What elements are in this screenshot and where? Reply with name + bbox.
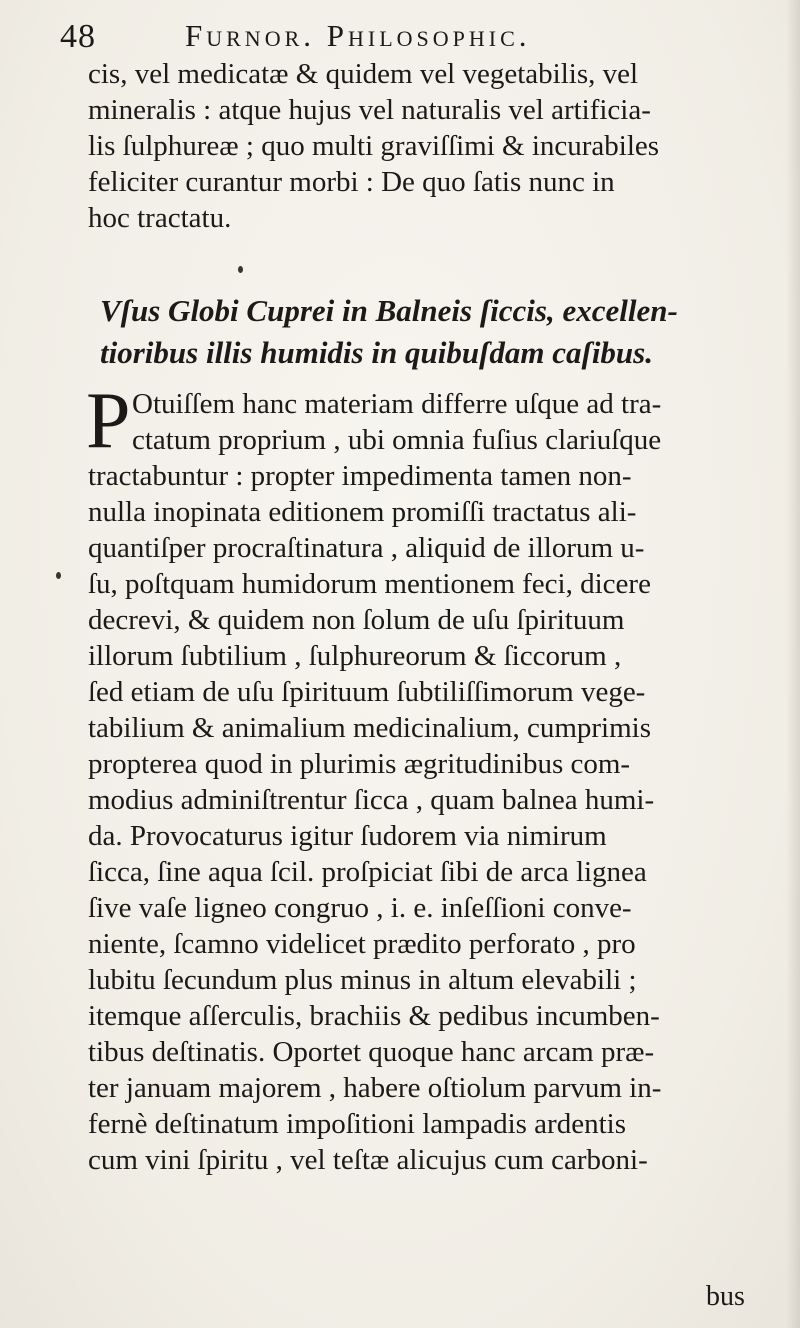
text-line: cis, vel medicatæ & quidem vel vegetabilis, vel (88, 58, 639, 90)
text-line: lis ſulphureæ ; quo multi graviſſimi & incurabiles (88, 130, 660, 162)
text-line: propterea quod in plurimis ægritudinibus com- (88, 748, 631, 780)
text-line: ter januam majorem , habere oſtiolum parvum in- (88, 1072, 662, 1104)
text-line: Otuiſſem hanc materiam differre uſque ad tra- (132, 388, 662, 420)
heading-line: tioribus illis humidis in quibuſdam caſibus. (100, 335, 653, 370)
heading-line: Vſus Globi Cuprei in Balneis ſiccis, excellen- (100, 293, 678, 328)
body-paragraph (88, 386, 778, 1178)
text-line: tibus deſtinatis. Oportet quoque hanc arcam præ- (88, 1036, 655, 1068)
text-line: quantiſper procraſtinatura , aliquid de illorum u- (88, 532, 645, 564)
text-line: ſed etiam de uſu ſpirituum ſubtiliſſimorum vege- (88, 676, 646, 708)
running-title: Furnor. Philosophic. (185, 18, 531, 53)
text-line: da. Provocaturus igitur ſudorem via nimirum (88, 820, 607, 852)
text-line: decrevi, & quidem non ſolum de uſu ſpirituum (88, 604, 625, 636)
text-line: ſive vaſe ligneo congruo , i. e. inſeſſioni conve- (88, 892, 632, 924)
text-line: mineralis : atque hujus vel naturalis vel artificia- (88, 94, 651, 126)
text-line: lubitu ſecundum plus minus in altum elevabili ; (88, 964, 637, 996)
text-line: itemque aſſerculis, brachiis & pedibus incumben- (88, 1000, 660, 1032)
text-line: feliciter curantur morbi : De quo ſatis nunc in (88, 166, 615, 198)
catchword: bus (706, 1281, 745, 1312)
text-line: niente, ſcamno videlicet prædito perforato , pro (88, 928, 636, 960)
text-line: nulla inopinata editionem promiſſi tractatus ali- (88, 496, 637, 528)
text-line: ctatum proprium , ubi omnia fuſius clariuſque (132, 424, 662, 456)
text-line: modius adminiſtrentur ſicca , quam balnea humi- (88, 784, 655, 816)
running-head (60, 18, 760, 58)
text-line: fernè deſtinatum impoſitioni lampadis ardentis (88, 1108, 626, 1140)
text-line: illorum ſubtilium , ſulphureorum & ſiccorum , (88, 640, 622, 672)
text-line: hoc tractatu. (88, 202, 232, 234)
text-line: ſicca, ſine aqua ſcil. proſpiciat ſibi de arca lignea (88, 856, 647, 888)
section-heading (100, 290, 780, 374)
intro-paragraph (88, 56, 778, 236)
drop-initial: P (86, 377, 131, 465)
text-line: cum vini ſpiritu , vel teſtæ alicujus cum carboni- (88, 1144, 648, 1176)
ink-speck (56, 572, 61, 579)
page-number: 48 (60, 18, 96, 55)
text-line: tabilium & animalium medicinalium, cumprimis (88, 712, 651, 744)
ink-speck (238, 266, 243, 273)
page-edge-shadow (786, 0, 800, 1328)
text-line: tractabuntur : propter impedimenta tamen non- (88, 460, 632, 492)
text-line: ſu, poſtquam humidorum mentionem feci, dicere (88, 568, 651, 600)
